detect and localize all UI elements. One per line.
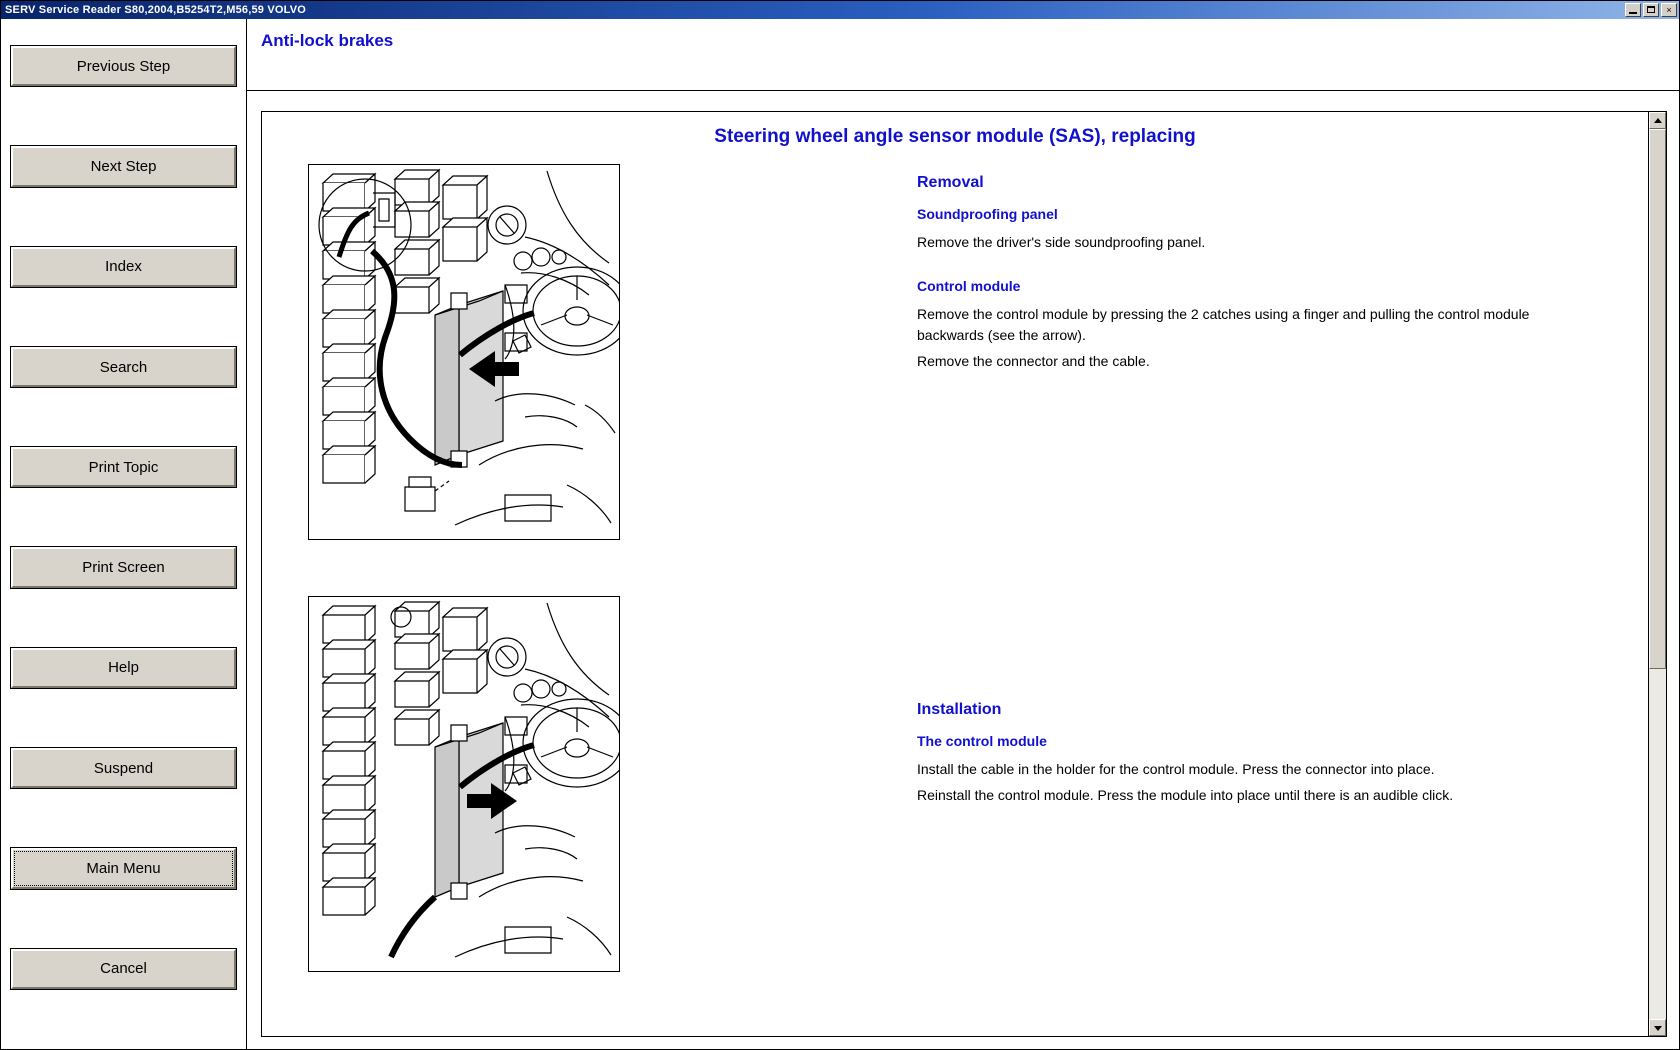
scrollbar-track[interactable] [1649,129,1666,1019]
previous-step-label: Previous Step [76,57,171,75]
search-label: Search [99,358,148,376]
installation-heading: Installation [917,701,1002,719]
document-viewport [262,112,1648,1036]
control-module-text-2: Remove the connector and the cable. [917,352,1150,369]
installation-text-1: Install the cable in the holder for the control module. Press the connector into place. [917,761,1435,778]
control-module-heading: Control module [917,278,1021,295]
control-module-text-1: Remove the control module by pressing the 2 catches using a finger and pulling the control module backwards (see the arrow). [917,306,1530,343]
help-button[interactable] [11,648,236,688]
soundproofing-panel-heading: Soundproofing panel [917,206,1058,222]
scroll-down-button[interactable] [1649,1019,1666,1036]
print-topic-label: Print Topic [88,458,159,476]
breadcrumb: Anti-lock brakes [261,31,394,50]
soundproofing-panel-text: Remove the driver's side soundproofing panel. [917,234,1206,250]
index-button[interactable] [11,247,236,287]
print-screen-label: Print Screen [82,559,165,577]
instruction-text-column [917,174,1577,832]
figure-control-module-installation [308,596,620,972]
document-frame [261,111,1667,1037]
navigation-sidebar [1,19,247,1049]
chevron-down-icon [1654,1026,1662,1031]
document-scrollbar[interactable] [1648,112,1666,1036]
main-menu-button[interactable] [11,848,236,888]
print-screen-button[interactable] [11,547,236,587]
installation-section [917,701,1577,806]
minimize-icon [1629,12,1637,14]
page-title: Steering wheel angle sensor module (SAS), replacing [714,126,1196,147]
next-step-label: Next Step [90,157,157,175]
breadcrumb-bar [247,19,1679,91]
removal-heading: Removal [917,174,984,191]
next-step-button[interactable] [11,146,236,186]
title-bar [1,1,1679,19]
maximize-button[interactable] [1643,3,1659,17]
scrollbar-thumb[interactable] [1649,129,1666,669]
window-content [1,19,1679,1049]
main-menu-label: Main Menu [86,860,161,878]
window-title: SERV Service Reader S80,2004,B5254T2,M56,59 VOLVO [5,4,307,16]
maximize-icon [1647,6,1655,13]
previous-step-button[interactable] [11,46,236,86]
cancel-label: Cancel [100,960,147,978]
main-pane [247,19,1679,1049]
figure-control-module-removal [308,164,620,540]
scroll-up-button[interactable] [1649,112,1666,129]
close-icon: × [1666,5,1672,15]
help-label: Help [108,659,139,677]
close-button[interactable] [1661,3,1677,17]
index-label: Index [105,258,142,276]
suspend-button[interactable] [11,748,236,788]
suspend-label: Suspend [93,759,154,777]
minimize-button[interactable] [1625,3,1641,17]
chevron-up-icon [1654,118,1662,123]
figure-column [308,164,868,1028]
status-bar [247,1041,1679,1049]
document-body [262,154,1648,1034]
search-button[interactable] [11,347,236,387]
print-topic-button[interactable] [11,447,236,487]
cancel-button[interactable] [11,949,236,989]
installation-text-2: Reinstall the control module. Press the module into place until there is an audible click. [917,787,1454,804]
the-control-module-heading: The control module [917,733,1047,750]
